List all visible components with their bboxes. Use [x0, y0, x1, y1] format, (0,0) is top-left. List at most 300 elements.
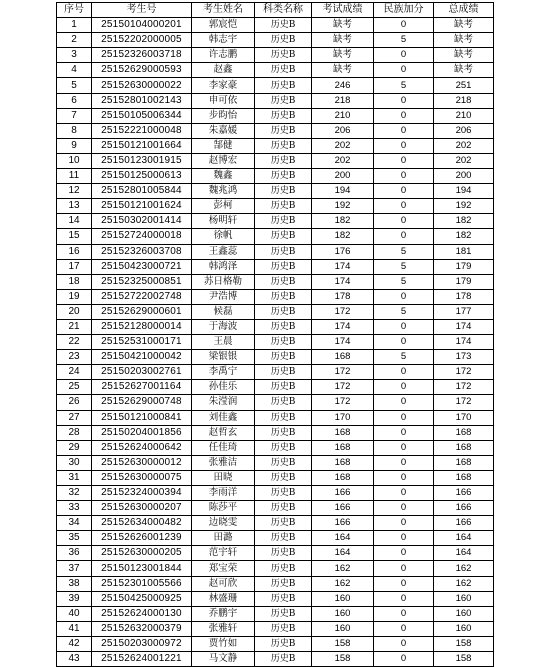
- cell-exam-number: 25152326003708: [92, 244, 192, 259]
- cell-exam-score: 168: [312, 470, 374, 485]
- cell-exam-number: 25152722002748: [92, 289, 192, 304]
- cell-exam-number: 25150104000201: [92, 18, 192, 33]
- cell-exam-number: 25152624001221: [92, 652, 192, 667]
- cell-index: 31: [57, 470, 92, 485]
- cell-subject: 历史B: [255, 576, 312, 591]
- cell-subject: 历史B: [255, 244, 312, 259]
- cell-ethnic-bonus: 0: [374, 153, 434, 168]
- cell-student-name: 韩鸿泽: [192, 259, 255, 274]
- cell-index: 17: [57, 259, 92, 274]
- table-row: [57, 153, 494, 168]
- header-total-score: 总成绩: [434, 3, 494, 18]
- cell-subject: 历史B: [255, 289, 312, 304]
- cell-index: 32: [57, 486, 92, 501]
- table-row: [57, 274, 494, 289]
- cell-subject: 历史B: [255, 561, 312, 576]
- table-row: [57, 259, 494, 274]
- cell-total-score: 164: [434, 546, 494, 561]
- cell-total-score: 251: [434, 78, 494, 93]
- cell-ethnic-bonus: 0: [374, 621, 434, 636]
- cell-index: 42: [57, 636, 92, 651]
- cell-index: 1: [57, 18, 92, 33]
- cell-index: 24: [57, 365, 92, 380]
- cell-subject: 历史B: [255, 380, 312, 395]
- cell-index: 43: [57, 652, 92, 667]
- cell-ethnic-bonus: 5: [374, 350, 434, 365]
- cell-index: 9: [57, 138, 92, 153]
- cell-total-score: 168: [434, 470, 494, 485]
- cell-student-name: 步昀怡: [192, 108, 255, 123]
- table-row: [57, 304, 494, 319]
- cell-index: 28: [57, 425, 92, 440]
- cell-student-name: 郑宝荣: [192, 561, 255, 576]
- cell-exam-score: 166: [312, 516, 374, 531]
- cell-total-score: 166: [434, 501, 494, 516]
- cell-exam-number: 25152630000207: [92, 501, 192, 516]
- cell-exam-score: 210: [312, 108, 374, 123]
- cell-ethnic-bonus: 0: [374, 169, 434, 184]
- cell-student-name: 林盛珊: [192, 591, 255, 606]
- cell-exam-number: 25152325000851: [92, 274, 192, 289]
- cell-total-score: 166: [434, 516, 494, 531]
- cell-ethnic-bonus: 0: [374, 546, 434, 561]
- cell-subject: 历史B: [255, 274, 312, 289]
- cell-total-score: 172: [434, 380, 494, 395]
- table-row: [57, 652, 494, 667]
- cell-total-score: 164: [434, 531, 494, 546]
- table-row: [57, 184, 494, 199]
- cell-index: 21: [57, 319, 92, 334]
- cell-index: 8: [57, 123, 92, 138]
- cell-ethnic-bonus: 0: [374, 636, 434, 651]
- cell-student-name: 王鑫蕊: [192, 244, 255, 259]
- cell-index: 25: [57, 380, 92, 395]
- cell-exam-number: 25152324000394: [92, 486, 192, 501]
- cell-index: 20: [57, 304, 92, 319]
- table-row: [57, 319, 494, 334]
- table-row: [57, 48, 494, 63]
- cell-index: 3: [57, 48, 92, 63]
- cell-student-name: 张雅洁: [192, 455, 255, 470]
- cell-ethnic-bonus: 0: [374, 425, 434, 440]
- table-row: [57, 365, 494, 380]
- cell-exam-number: 25150123001844: [92, 561, 192, 576]
- cell-subject: 历史B: [255, 259, 312, 274]
- cell-index: 6: [57, 93, 92, 108]
- results-table: [56, 2, 494, 667]
- cell-total-score: 168: [434, 440, 494, 455]
- table-row: [57, 425, 494, 440]
- cell-ethnic-bonus: 0: [374, 63, 434, 78]
- cell-ethnic-bonus: 5: [374, 78, 434, 93]
- table-row: [57, 470, 494, 485]
- cell-total-score: 200: [434, 169, 494, 184]
- cell-ethnic-bonus: 0: [374, 591, 434, 606]
- cell-ethnic-bonus: 5: [374, 259, 434, 274]
- cell-total-score: 192: [434, 199, 494, 214]
- cell-ethnic-bonus: 0: [374, 18, 434, 33]
- table-row: [57, 531, 494, 546]
- cell-exam-score: 缺考: [312, 18, 374, 33]
- cell-student-name: 彭柯: [192, 199, 255, 214]
- cell-total-score: 182: [434, 229, 494, 244]
- cell-subject: 历史B: [255, 636, 312, 651]
- cell-ethnic-bonus: 0: [374, 455, 434, 470]
- cell-subject: 历史B: [255, 365, 312, 380]
- header-student-name: 考生姓名: [192, 3, 255, 18]
- cell-index: 11: [57, 169, 92, 184]
- cell-subject: 历史B: [255, 153, 312, 168]
- cell-total-score: 206: [434, 123, 494, 138]
- table-row: [57, 591, 494, 606]
- cell-total-score: 172: [434, 365, 494, 380]
- cell-exam-number: 25152801002143: [92, 93, 192, 108]
- cell-ethnic-bonus: 5: [374, 33, 434, 48]
- cell-exam-number: 25150203000972: [92, 636, 192, 651]
- cell-student-name: 苏日格勒: [192, 274, 255, 289]
- cell-ethnic-bonus: 0: [374, 48, 434, 63]
- cell-exam-number: 25152634000482: [92, 516, 192, 531]
- cell-student-name: 朱嘉媛: [192, 123, 255, 138]
- cell-total-score: 174: [434, 319, 494, 334]
- table-row: [57, 169, 494, 184]
- cell-subject: 历史B: [255, 63, 312, 78]
- cell-ethnic-bonus: 0: [374, 93, 434, 108]
- cell-exam-number: 25150421000042: [92, 350, 192, 365]
- cell-total-score: 210: [434, 108, 494, 123]
- cell-index: 29: [57, 440, 92, 455]
- cell-ethnic-bonus: 0: [374, 214, 434, 229]
- cell-ethnic-bonus: 5: [374, 304, 434, 319]
- cell-student-name: 边晓雯: [192, 516, 255, 531]
- header-index: 序号: [57, 3, 92, 18]
- cell-subject: 历史B: [255, 33, 312, 48]
- cell-subject: 历史B: [255, 501, 312, 516]
- cell-exam-number: 25152202000005: [92, 33, 192, 48]
- table-row: [57, 214, 494, 229]
- cell-exam-score: 164: [312, 531, 374, 546]
- cell-total-score: 172: [434, 395, 494, 410]
- cell-student-name: 任佳琦: [192, 440, 255, 455]
- table-row: [57, 395, 494, 410]
- cell-exam-score: 246: [312, 78, 374, 93]
- cell-student-name: 朱滢润: [192, 395, 255, 410]
- table-row: [57, 486, 494, 501]
- cell-index: 36: [57, 546, 92, 561]
- cell-index: 14: [57, 214, 92, 229]
- cell-ethnic-bonus: 0: [374, 486, 434, 501]
- cell-exam-score: 194: [312, 184, 374, 199]
- cell-exam-score: 168: [312, 440, 374, 455]
- cell-subject: 历史B: [255, 48, 312, 63]
- header-ethnic-bonus: 民族加分: [374, 3, 434, 18]
- cell-index: 12: [57, 184, 92, 199]
- cell-index: 41: [57, 621, 92, 636]
- cell-exam-score: 218: [312, 93, 374, 108]
- cell-subject: 历史B: [255, 621, 312, 636]
- cell-total-score: 179: [434, 274, 494, 289]
- cell-index: 2: [57, 33, 92, 48]
- cell-ethnic-bonus: 0: [374, 501, 434, 516]
- cell-exam-number: 25150125000613: [92, 169, 192, 184]
- table-row: [57, 516, 494, 531]
- cell-exam-score: 168: [312, 425, 374, 440]
- cell-exam-number: 25152630000075: [92, 470, 192, 485]
- cell-subject: 历史B: [255, 108, 312, 123]
- cell-student-name: 范宇轩: [192, 546, 255, 561]
- cell-subject: 历史B: [255, 486, 312, 501]
- cell-student-name: 刘佳鑫: [192, 410, 255, 425]
- cell-subject: 历史B: [255, 455, 312, 470]
- cell-index: 38: [57, 576, 92, 591]
- cell-exam-score: 170: [312, 410, 374, 425]
- table-row: [57, 78, 494, 93]
- table-row: [57, 93, 494, 108]
- cell-exam-number: 25152624000130: [92, 606, 192, 621]
- table-row: [57, 440, 494, 455]
- cell-subject: 历史B: [255, 606, 312, 621]
- cell-ethnic-bonus: 0: [374, 199, 434, 214]
- cell-exam-number: 25150121000841: [92, 410, 192, 425]
- cell-exam-score: 172: [312, 304, 374, 319]
- cell-exam-score: 160: [312, 621, 374, 636]
- cell-student-name: 尹浩博: [192, 289, 255, 304]
- cell-exam-number: 25152629000593: [92, 63, 192, 78]
- table-row: [57, 18, 494, 33]
- cell-ethnic-bonus: 0: [374, 531, 434, 546]
- cell-index: 22: [57, 335, 92, 350]
- cell-student-name: 赵鑫: [192, 63, 255, 78]
- cell-subject: 历史B: [255, 516, 312, 531]
- header-row: [57, 3, 494, 18]
- cell-exam-score: 192: [312, 199, 374, 214]
- cell-exam-score: 174: [312, 259, 374, 274]
- cell-total-score: 缺考: [434, 18, 494, 33]
- cell-exam-score: 166: [312, 486, 374, 501]
- cell-exam-score: 182: [312, 229, 374, 244]
- cell-subject: 历史B: [255, 18, 312, 33]
- cell-total-score: 173: [434, 350, 494, 365]
- cell-student-name: 贾竹如: [192, 636, 255, 651]
- cell-subject: 历史B: [255, 395, 312, 410]
- cell-student-name: 杨明轩: [192, 214, 255, 229]
- cell-exam-score: 202: [312, 138, 374, 153]
- cell-total-score: 181: [434, 244, 494, 259]
- cell-subject: 历史B: [255, 591, 312, 606]
- cell-ethnic-bonus: 0: [374, 138, 434, 153]
- cell-exam-number: 25152128000014: [92, 319, 192, 334]
- table-row: [57, 621, 494, 636]
- cell-student-name: 陈莎平: [192, 501, 255, 516]
- cell-subject: 历史B: [255, 184, 312, 199]
- cell-total-score: 174: [434, 335, 494, 350]
- table-row: [57, 410, 494, 425]
- cell-exam-number: 25152626001239: [92, 531, 192, 546]
- cell-exam-number: 25150203002761: [92, 365, 192, 380]
- cell-exam-score: 172: [312, 395, 374, 410]
- cell-index: 37: [57, 561, 92, 576]
- cell-exam-number: 25150121001624: [92, 199, 192, 214]
- cell-subject: 历史B: [255, 470, 312, 485]
- table-row: [57, 350, 494, 365]
- cell-exam-score: 166: [312, 501, 374, 516]
- cell-ethnic-bonus: 0: [374, 440, 434, 455]
- cell-exam-score: 162: [312, 576, 374, 591]
- cell-student-name: 韩志宇: [192, 33, 255, 48]
- cell-exam-number: 25152221000048: [92, 123, 192, 138]
- cell-student-name: 魏鑫: [192, 169, 255, 184]
- cell-student-name: 田潞: [192, 531, 255, 546]
- cell-total-score: 168: [434, 425, 494, 440]
- cell-index: 4: [57, 63, 92, 78]
- cell-total-score: 缺考: [434, 48, 494, 63]
- table-row: [57, 138, 494, 153]
- cell-ethnic-bonus: 0: [374, 516, 434, 531]
- cell-ethnic-bonus: 0: [374, 652, 434, 667]
- cell-index: 15: [57, 229, 92, 244]
- cell-student-name: 张雅轩: [192, 621, 255, 636]
- cell-total-score: 202: [434, 153, 494, 168]
- cell-index: 18: [57, 274, 92, 289]
- cell-exam-score: 172: [312, 365, 374, 380]
- table-row: [57, 501, 494, 516]
- cell-index: 35: [57, 531, 92, 546]
- table-row: [57, 636, 494, 651]
- cell-exam-score: 174: [312, 274, 374, 289]
- table-row: [57, 33, 494, 48]
- cell-subject: 历史B: [255, 410, 312, 425]
- cell-ethnic-bonus: 0: [374, 365, 434, 380]
- cell-exam-number: 25152629000748: [92, 395, 192, 410]
- cell-total-score: 178: [434, 289, 494, 304]
- table-row: [57, 199, 494, 214]
- cell-student-name: 郭宸恺: [192, 18, 255, 33]
- cell-ethnic-bonus: 0: [374, 229, 434, 244]
- cell-ethnic-bonus: 5: [374, 274, 434, 289]
- cell-exam-number: 25150204001856: [92, 425, 192, 440]
- cell-exam-score: 164: [312, 546, 374, 561]
- cell-ethnic-bonus: 0: [374, 410, 434, 425]
- cell-total-score: 162: [434, 576, 494, 591]
- cell-subject: 历史B: [255, 93, 312, 108]
- cell-student-name: 王晨: [192, 335, 255, 350]
- cell-exam-number: 25150302001414: [92, 214, 192, 229]
- cell-index: 7: [57, 108, 92, 123]
- cell-exam-score: 176: [312, 244, 374, 259]
- table-row: [57, 576, 494, 591]
- cell-student-name: 赵博宏: [192, 153, 255, 168]
- cell-exam-score: 缺考: [312, 33, 374, 48]
- cell-ethnic-bonus: 0: [374, 289, 434, 304]
- table-row: [57, 63, 494, 78]
- cell-index: 16: [57, 244, 92, 259]
- cell-student-name: 孙佳乐: [192, 380, 255, 395]
- cell-exam-number: 25150423000721: [92, 259, 192, 274]
- cell-student-name: 李雨洋: [192, 486, 255, 501]
- cell-subject: 历史B: [255, 199, 312, 214]
- cell-exam-score: 162: [312, 561, 374, 576]
- cell-subject: 历史B: [255, 304, 312, 319]
- cell-subject: 历史B: [255, 652, 312, 667]
- table-row: [57, 289, 494, 304]
- cell-total-score: 166: [434, 486, 494, 501]
- cell-ethnic-bonus: 0: [374, 123, 434, 138]
- header-exam-score: 考试成绩: [312, 3, 374, 18]
- cell-exam-score: 缺考: [312, 63, 374, 78]
- cell-total-score: 160: [434, 621, 494, 636]
- table-row: [57, 380, 494, 395]
- table-row: [57, 123, 494, 138]
- cell-exam-score: 174: [312, 335, 374, 350]
- cell-ethnic-bonus: 0: [374, 380, 434, 395]
- cell-subject: 历史B: [255, 546, 312, 561]
- cell-student-name: 郜健: [192, 138, 255, 153]
- cell-ethnic-bonus: 0: [374, 335, 434, 350]
- cell-index: 26: [57, 395, 92, 410]
- cell-ethnic-bonus: 0: [374, 395, 434, 410]
- cell-ethnic-bonus: 0: [374, 606, 434, 621]
- table-row: [57, 606, 494, 621]
- cell-student-name: 田晓: [192, 470, 255, 485]
- cell-subject: 历史B: [255, 425, 312, 440]
- cell-total-score: 218: [434, 93, 494, 108]
- cell-index: 34: [57, 516, 92, 531]
- cell-exam-number: 25152531000171: [92, 335, 192, 350]
- cell-exam-number: 25152632000379: [92, 621, 192, 636]
- cell-exam-number: 25152624000642: [92, 440, 192, 455]
- cell-total-score: 缺考: [434, 63, 494, 78]
- cell-total-score: 170: [434, 410, 494, 425]
- cell-total-score: 158: [434, 636, 494, 651]
- cell-student-name: 李禹宁: [192, 365, 255, 380]
- cell-exam-score: 202: [312, 153, 374, 168]
- cell-exam-score: 178: [312, 289, 374, 304]
- cell-ethnic-bonus: 0: [374, 561, 434, 576]
- cell-subject: 历史B: [255, 531, 312, 546]
- cell-student-name: 乔鹏宇: [192, 606, 255, 621]
- cell-exam-score: 160: [312, 591, 374, 606]
- score-sheet: [56, 2, 494, 667]
- cell-student-name: 申可依: [192, 93, 255, 108]
- cell-ethnic-bonus: 0: [374, 108, 434, 123]
- header-subject: 科类名称: [255, 3, 312, 18]
- cell-total-score: 179: [434, 259, 494, 274]
- cell-exam-score: 168: [312, 350, 374, 365]
- cell-index: 39: [57, 591, 92, 606]
- cell-exam-number: 25150123001915: [92, 153, 192, 168]
- table-row: [57, 229, 494, 244]
- table-row: [57, 244, 494, 259]
- cell-index: 19: [57, 289, 92, 304]
- table-row: [57, 335, 494, 350]
- cell-exam-score: 缺考: [312, 48, 374, 63]
- cell-exam-number: 25152627001164: [92, 380, 192, 395]
- cell-subject: 历史B: [255, 440, 312, 455]
- table-row: [57, 455, 494, 470]
- cell-subject: 历史B: [255, 123, 312, 138]
- cell-total-score: 168: [434, 455, 494, 470]
- cell-exam-number: 25152630000205: [92, 546, 192, 561]
- cell-total-score: 160: [434, 606, 494, 621]
- cell-exam-score: 182: [312, 214, 374, 229]
- cell-ethnic-bonus: 0: [374, 470, 434, 485]
- cell-exam-number: 25152629000601: [92, 304, 192, 319]
- cell-total-score: 182: [434, 214, 494, 229]
- cell-student-name: 徐帆: [192, 229, 255, 244]
- cell-exam-number: 25152801005844: [92, 184, 192, 199]
- cell-student-name: 李家豪: [192, 78, 255, 93]
- cell-subject: 历史B: [255, 229, 312, 244]
